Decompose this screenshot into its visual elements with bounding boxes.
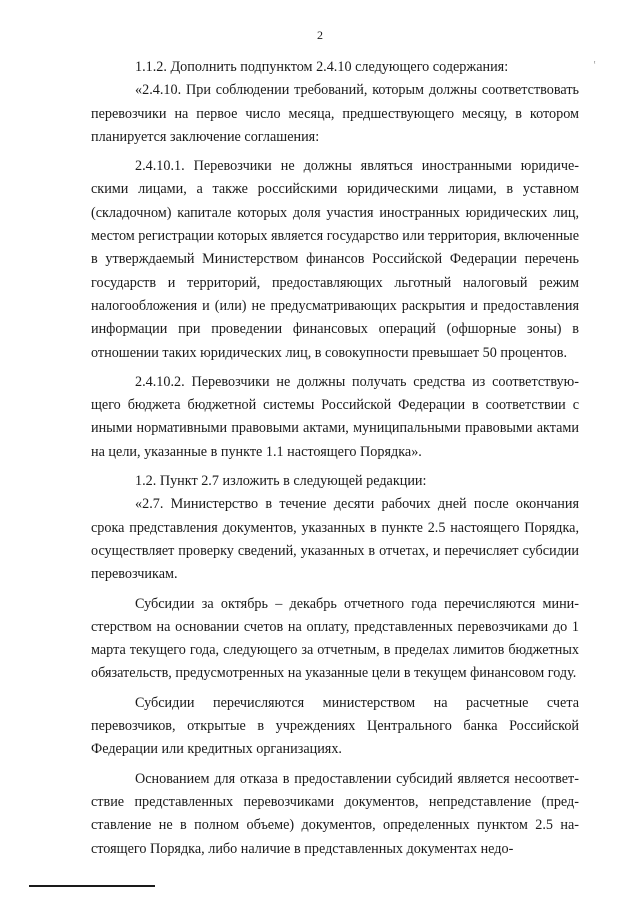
- paragraph-refusal-grounds: Основанием для отказа в предоставлении субсидий является несоответствие представленных перевозчиками документов, непредставление (представление не в полном объеме) документов, определенных пунктом 2.5 настоящего Порядка, либо наличие в представленных документах недо-: [91, 770, 579, 857]
- margin-mark: ᶦ: [594, 58, 596, 68]
- paragraph-1-1-2: 1.1.2. Дополнить подпунктом 2.4.10 следующего содержания:: [135, 59, 509, 75]
- page-number: 2: [317, 28, 323, 42]
- paragraph-subsidies-oct-dec: Субсидии за октябрь – декабрь отчетного года перечисляются министерством на основании счетов на оплату, представленных перевозчиками до 1 марта текущего года, следующего за отчетным, в пределах лимитов бюджетных обязательств, предусмотренных на указанные цели в текущем финансовом году.: [91, 595, 579, 682]
- paragraph-2-4-10-1: 2.4.10.1. Перевозчики не должны являться иностранными юридическими лицами, а также российскими юридическими лицами, в уставном (складочном) капитале которых доля участия иностранных юридических лиц, местом регистрации которых является государство или территория, включенные в утверждаемый Министерством финансов Российской Федерации перечень государств и территорий, предоставляющих льготный налоговый режим налогообложения и (или) не предусматривающих раскрытия и предоставления информации при проведении финансовых операций (офшорные зоны) в отношении таких юридических лиц, в совокупности превышает 50 процентов.: [91, 158, 579, 361]
- paragraph-2-4-10: «2.4.10. При соблюдении требований, которым должны соответствовать перевозчики на первое число месяца, предшествующего месяцу, в котором планируется заключение соглашения:: [91, 82, 579, 145]
- paragraph-2-4-10-2: 2.4.10.2. Перевозчики не должны получать средства из соответствующего бюджета бюджетной системы Российской Федерации в соответствии с иными нормативными правовыми актами, муниципальными правовыми актами на цели, указанные в пункте 1.1 настоящего Порядка».: [91, 373, 579, 460]
- paragraph-subsidies-accounts: Субсидии перечисляются министерством на расчетные счета перевозчиков, открытые в учреждениях Центрального банка Российской Федерации или кредитных организациях.: [91, 694, 579, 758]
- footer-rule: [29, 885, 155, 887]
- document-body: [91, 56, 579, 861]
- paragraph-1-2: 1.2. Пункт 2.7 изложить в следующей редакции:: [135, 473, 427, 490]
- paragraph-2-7: «2.7. Министерство в течение десяти рабочих дней после окончания срока представления документов, указанных в пункте 2.5 настоящего Порядка, осуществляет проверку сведений, указанных в отчетах, и перечисляет субсидии перевозчикам.: [91, 496, 579, 583]
